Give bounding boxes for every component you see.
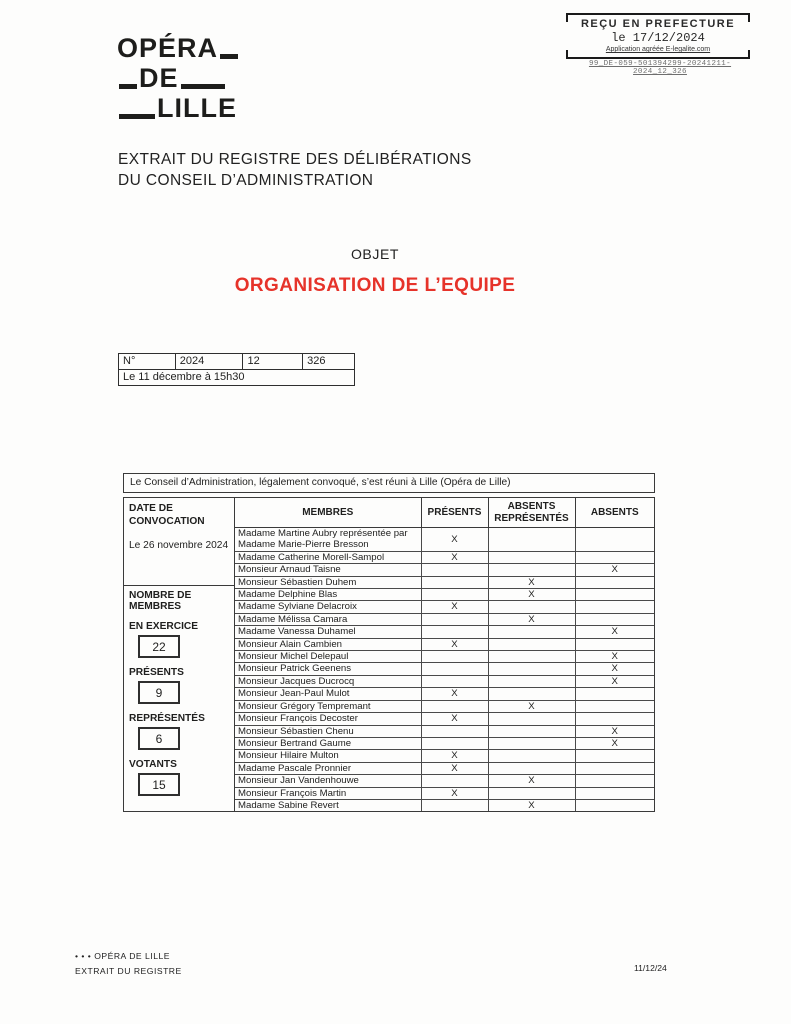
absents-representes-mark-cell	[488, 651, 575, 663]
member-row	[235, 564, 654, 576]
logo-text-de: DE	[139, 63, 179, 93]
logo-underscore	[119, 84, 137, 89]
member-row	[235, 688, 654, 700]
member-counts-block	[124, 586, 234, 811]
member-name-cell: Monsieur Alain Cambien	[235, 638, 421, 650]
member-name-cell: Madame Sabine Revert	[235, 799, 421, 811]
member-name-cell: Madame Mélissa Camara	[235, 613, 421, 625]
absents-mark-cell: X	[575, 675, 654, 687]
prefecture-stamp	[566, 13, 750, 59]
ref-seq-cell: 326	[303, 354, 355, 370]
absents-mark-cell	[575, 613, 654, 625]
absents-representes-mark-cell	[488, 601, 575, 613]
member-row	[235, 638, 654, 650]
presents-mark-cell	[421, 613, 488, 625]
absents-mark-cell	[575, 713, 654, 725]
column-header-presents: PRÉSENTS	[421, 498, 488, 528]
presents-mark-cell: X	[421, 528, 488, 552]
member-row	[235, 713, 654, 725]
absents-mark-cell	[575, 589, 654, 601]
attendance-grid	[123, 497, 655, 812]
footer-brand-line	[75, 949, 182, 964]
logo-underscore	[181, 84, 225, 89]
footer-brand: OPÉRA DE LILLE	[94, 951, 170, 961]
presents-mark-cell: X	[421, 713, 488, 725]
stat-label-votants: VOTANTS	[129, 759, 177, 770]
absents-representes-mark-cell	[488, 688, 575, 700]
absents-mark-cell	[575, 787, 654, 799]
ref-month-cell: 12	[243, 354, 303, 370]
member-row	[235, 626, 654, 638]
absents-mark-cell	[575, 528, 654, 552]
footer-doc-type: EXTRAIT DU REGISTRE	[75, 966, 182, 976]
member-name-cell: Monsieur Jan Vandenhouwe	[235, 775, 421, 787]
member-row	[235, 576, 654, 588]
member-row	[235, 762, 654, 774]
absents-representes-mark-cell	[488, 675, 575, 687]
member-row	[235, 700, 654, 712]
logo-underscore	[119, 114, 155, 119]
column-header-absents-representes: ABSENTS REPRÉSENTÉS	[488, 498, 575, 528]
absents-mark-cell	[575, 688, 654, 700]
member-name-cell: Madame Sylviane Delacroix	[235, 601, 421, 613]
stat-value-en-exercice: 22	[138, 635, 180, 658]
member-name-cell: Madame Catherine Morell-Sampol	[235, 551, 421, 563]
document-title-line2: DU CONSEIL D’ADMINISTRATION	[118, 172, 374, 189]
member-row	[235, 589, 654, 601]
deliberation-subject-title: ORGANISATION DE L’EQUIPE	[234, 275, 516, 296]
member-row	[235, 601, 654, 613]
absents-mark-cell	[575, 762, 654, 774]
presents-mark-cell	[421, 626, 488, 638]
member-name-cell: Madame Vanessa Duhamel	[235, 626, 421, 638]
member-name-cell: Monsieur Grégory Tempremant	[235, 700, 421, 712]
stamp-app-note: Application agréée E-legalite.com	[605, 46, 711, 53]
member-row	[235, 737, 654, 749]
member-name-cell: Monsieur Jean-Paul Mulot	[235, 688, 421, 700]
objet-label: OBJET	[350, 246, 400, 262]
footer-brand-block	[75, 949, 182, 979]
presents-mark-cell: X	[421, 787, 488, 799]
member-row	[235, 799, 654, 811]
reference-number-table	[118, 353, 355, 386]
document-title	[118, 149, 472, 191]
absents-representes-mark-cell	[488, 626, 575, 638]
absents-representes-mark-cell	[488, 750, 575, 762]
stamp-date: le 17/12/2024	[611, 31, 705, 45]
convocation-date-header: DATE DE CONVOCATION	[129, 503, 205, 527]
members-header-row	[235, 498, 654, 528]
logo-row-3	[117, 93, 240, 123]
absents-mark-cell: X	[575, 651, 654, 663]
column-header-absents: ABSENTS	[575, 498, 654, 528]
members-attendance-table	[235, 498, 654, 811]
absents-mark-cell: X	[575, 737, 654, 749]
absents-mark-cell	[575, 551, 654, 563]
column-header-membres: MEMBRES	[235, 498, 421, 528]
member-row	[235, 750, 654, 762]
member-row	[235, 663, 654, 675]
absents-mark-cell	[575, 576, 654, 588]
convened-statement: Le Conseil d’Administration, légalement convoqué, s’est réuni à Lille (Opéra de Lille)	[123, 473, 655, 493]
presents-mark-cell	[421, 775, 488, 787]
absents-mark-cell: X	[575, 564, 654, 576]
absents-mark-cell	[575, 799, 654, 811]
member-row	[235, 787, 654, 799]
stat-value-representes: 6	[138, 727, 180, 750]
absents-representes-mark-cell	[488, 638, 575, 650]
presents-mark-cell	[421, 799, 488, 811]
absents-mark-cell	[575, 700, 654, 712]
member-name-cell: Monsieur Hilaire Multon	[235, 750, 421, 762]
absents-mark-cell	[575, 750, 654, 762]
logo-row-2	[117, 63, 240, 93]
member-row	[235, 613, 654, 625]
presents-mark-cell: X	[421, 762, 488, 774]
member-row	[235, 725, 654, 737]
absents-representes-mark-cell	[488, 762, 575, 774]
member-row	[235, 551, 654, 563]
member-row	[235, 675, 654, 687]
presents-mark-cell: X	[421, 601, 488, 613]
convocation-date-value: Le 26 novembre 2024	[129, 540, 229, 551]
ref-year-cell: 2024	[175, 354, 243, 370]
absents-mark-cell	[575, 601, 654, 613]
member-name-cell: Monsieur Sébastien Chenu	[235, 725, 421, 737]
absents-mark-cell: X	[575, 725, 654, 737]
member-name-cell: Monsieur Michel Delepaul	[235, 651, 421, 663]
presents-mark-cell	[421, 651, 488, 663]
member-name-cell: Madame Pascale Pronnier	[235, 762, 421, 774]
stat-label-presents: PRÉSENTS	[129, 667, 184, 678]
absents-mark-cell: X	[575, 663, 654, 675]
document-title-line1: EXTRAIT DU REGISTRE DES DÉLIBÉRATIONS	[118, 151, 472, 168]
session-date-cell: Le 11 décembre à 15h30	[119, 370, 355, 386]
stamp-reference-code: 99_DE-059-501394299-20241211-2024_12_326	[588, 60, 732, 76]
member-name-cell: Monsieur Sébastien Duhem	[235, 576, 421, 588]
absents-representes-mark-cell	[488, 787, 575, 799]
footer-dots-icon: • • •	[75, 951, 92, 961]
member-name-cell: Monsieur Jacques Ducrocq	[235, 675, 421, 687]
presents-mark-cell	[421, 589, 488, 601]
absents-representes-mark-cell	[488, 737, 575, 749]
member-name-cell: Monsieur François Decoster	[235, 713, 421, 725]
absents-representes-mark-cell	[488, 713, 575, 725]
absents-representes-mark-cell	[488, 663, 575, 675]
presents-mark-cell	[421, 564, 488, 576]
logo-row-1	[117, 33, 240, 63]
absents-mark-cell: X	[575, 626, 654, 638]
member-row	[235, 651, 654, 663]
absents-mark-cell	[575, 775, 654, 787]
absents-representes-mark-cell	[488, 528, 575, 552]
presents-mark-cell: X	[421, 750, 488, 762]
footer-date: 11/12/24	[634, 963, 667, 973]
absents-representes-mark-cell: X	[488, 589, 575, 601]
presents-mark-cell: X	[421, 551, 488, 563]
presents-mark-cell: X	[421, 638, 488, 650]
member-name-cell: Monsieur François Martin	[235, 787, 421, 799]
logo-underscore	[220, 54, 238, 59]
logo-text-lille: LILLE	[157, 93, 237, 123]
absents-representes-mark-cell	[488, 725, 575, 737]
presents-mark-cell	[421, 700, 488, 712]
members-body	[235, 528, 654, 812]
attendance-section	[123, 473, 655, 812]
logo-text-opera: OPÉRA	[117, 33, 219, 63]
session-date-row	[119, 370, 355, 386]
stat-value-votants: 15	[138, 773, 180, 796]
member-name-cell: Monsieur Arnaud Taisne	[235, 564, 421, 576]
left-info-panel	[124, 498, 235, 811]
member-row	[235, 775, 654, 787]
stat-value-presents: 9	[138, 681, 180, 704]
ref-label-cell: N°	[119, 354, 176, 370]
presents-mark-cell	[421, 725, 488, 737]
convocation-date-block	[124, 498, 234, 586]
member-row	[235, 528, 654, 552]
absents-representes-mark-cell: X	[488, 576, 575, 588]
presents-mark-cell	[421, 663, 488, 675]
presents-mark-cell: X	[421, 688, 488, 700]
member-name-cell: Madame Martine Aubry représentée par Madame Marie-Pierre Bresson	[235, 528, 421, 552]
absents-representes-mark-cell: X	[488, 775, 575, 787]
member-name-cell: Monsieur Bertrand Gaume	[235, 737, 421, 749]
member-counts-header: NOMBRE DE MEMBRES	[129, 590, 192, 612]
member-name-cell: Monsieur Patrick Geenens	[235, 663, 421, 675]
stat-label-representes: REPRÉSENTÉS	[129, 713, 205, 724]
absents-representes-mark-cell: X	[488, 700, 575, 712]
objet-section	[90, 246, 660, 297]
presents-mark-cell	[421, 675, 488, 687]
absents-representes-mark-cell	[488, 564, 575, 576]
absents-representes-mark-cell: X	[488, 799, 575, 811]
absents-mark-cell	[575, 638, 654, 650]
reference-number-row	[119, 354, 355, 370]
stat-label-en-exercice: EN EXERCICE	[129, 621, 199, 632]
opera-de-lille-logo	[117, 33, 240, 123]
stamp-title: REÇU EN PREFECTURE	[580, 18, 736, 30]
absents-representes-mark-cell: X	[488, 613, 575, 625]
absents-representes-mark-cell	[488, 551, 575, 563]
presents-mark-cell	[421, 737, 488, 749]
presents-mark-cell	[421, 576, 488, 588]
member-name-cell: Madame Delphine Blas	[235, 589, 421, 601]
